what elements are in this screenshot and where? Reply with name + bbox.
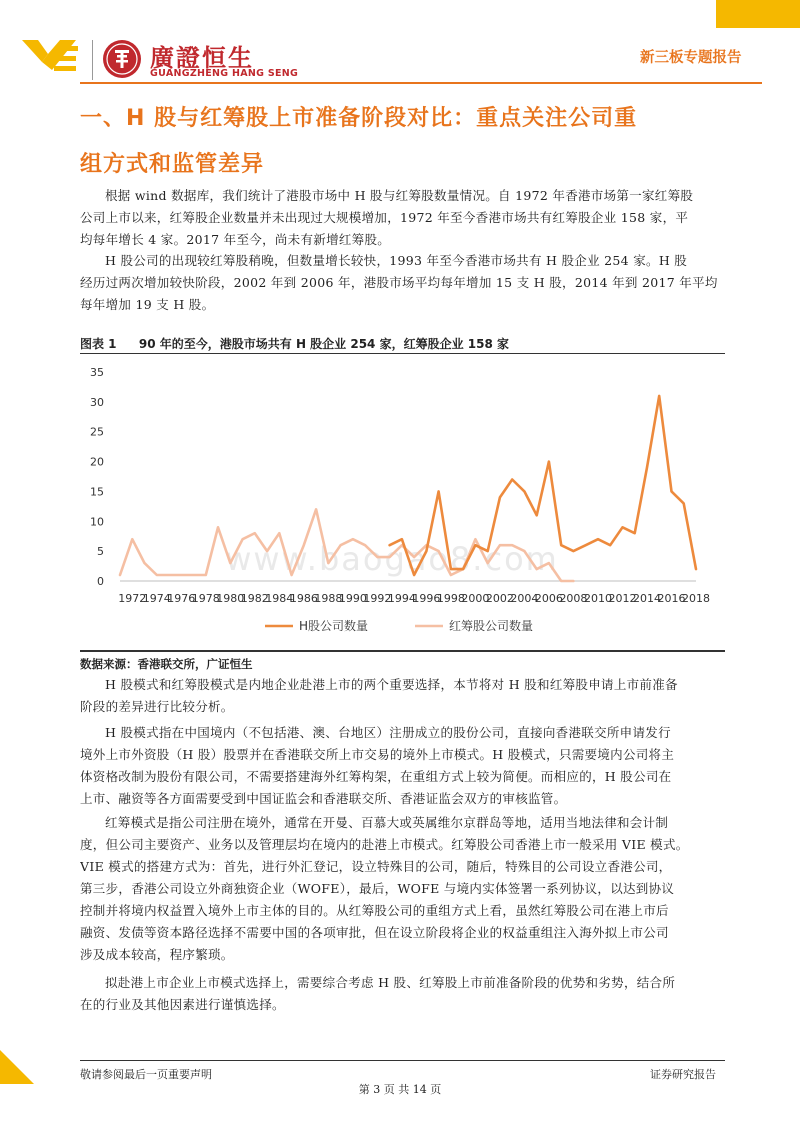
company-seal-icon	[102, 39, 142, 79]
y-tick-label: 35	[90, 366, 104, 379]
x-tick-label: 1988	[314, 592, 343, 605]
paragraph-line: 均每年增长 4 家。2017 年至今，尚未有新增红筹股。	[80, 232, 391, 247]
section-title-line-2: 组方式和监管差异	[80, 152, 265, 177]
x-tick-label: 1998	[436, 592, 465, 605]
chart-legend	[265, 618, 533, 633]
footer-left: 敬请参阅最后一页重要声明	[80, 1068, 212, 1081]
paragraph-line: 体资格改制为股份有限公司，不需要搭建海外红筹构架，在重组方式上较为简便。而相应的，H 股公司在	[80, 769, 672, 784]
y-tick-label: 10	[90, 515, 104, 529]
figure-caption	[80, 335, 509, 352]
x-tick-label: 1996	[412, 592, 441, 605]
corner-ribbon	[716, 0, 800, 28]
paragraph-line: 阶段的差异进行比较分析。	[80, 699, 234, 714]
chart-series	[120, 396, 696, 581]
paragraph-4	[80, 722, 725, 810]
x-tick-label: 2016	[657, 592, 686, 605]
y-tick-label: 30	[90, 395, 104, 409]
footer-corner-triangle	[0, 1050, 34, 1084]
paragraph-line: 拟赴港上市企业上市模式选择上，需要综合考虑 H 股、红筹股上市前准备阶段的优势和劣势，结合所	[105, 975, 676, 990]
x-tick-label: 2010	[583, 592, 612, 605]
paragraph-line: VIE 模式的搭建方式为：首先，进行外汇登记，设立特殊目的公司，随后，特殊目的公司设立香港公司，	[80, 859, 672, 874]
x-tick-label: 1992	[363, 592, 392, 605]
x-tick-label: 1972	[118, 592, 147, 605]
x-tick-label: 2012	[608, 592, 637, 605]
paragraph-6	[80, 972, 725, 1016]
x-tick-label: 2018	[682, 592, 710, 605]
legend-label: 红筹股公司数量	[449, 619, 534, 633]
source-rule	[80, 650, 725, 652]
paragraph-line: 在的行业及其他因素进行谨慎选择。	[80, 997, 285, 1012]
paragraph-line: 境外上市外资股（H 股）股票并在香港联交所上市交易的境外上市模式。H 股模式，只需要境内公司将主	[80, 747, 675, 762]
figure-caption-text: 90 年的至今，港股市场共有 H 股企业 254 家，红筹股企业 158 家	[138, 337, 509, 351]
paragraph-line: 度，但公司主要资产、业务以及管理层均在境内的赴港上市模式。红筹股公司香港上市一般采用 VIE 模式。	[80, 837, 689, 852]
paragraph-line: 控制并将境内权益置入境外上市主体的目的。从红筹股公司的重组方式上看，虽然红筹股公司在港上市后	[80, 903, 669, 918]
paragraph-line: H 股公司的出现较红筹股稍晚，但数量增长较快，1993 年至今香港市场共有 H 股企业 254 家。H 股	[105, 253, 688, 268]
y-tick-label: 15	[90, 485, 104, 499]
y-tick-label: 20	[90, 455, 104, 469]
x-tick-label: 2002	[485, 592, 514, 605]
brand-mark-icon	[22, 38, 82, 78]
paragraph-line: 涉及成本较高，程序繁琐。	[80, 947, 234, 962]
x-tick-label: 2014	[632, 592, 661, 605]
paragraph-line: 融资、发债等资本路径选择不需要中国的各项审批，但在设立阶段将企业的权益重组注入海外拟上市公司	[80, 925, 669, 940]
x-tick-label: 1974	[142, 592, 171, 605]
legend-label: H股公司数量	[299, 619, 369, 633]
x-tick-label: 1980	[216, 592, 245, 605]
x-tick-label: 2006	[534, 592, 563, 605]
x-tick-label: 1984	[265, 592, 294, 605]
x-tick-label: 1978	[191, 592, 220, 605]
x-tick-label: 2004	[510, 592, 539, 605]
paragraph-line: 每年增加 19 支 H 股。	[80, 297, 215, 312]
paragraph-line: 上市、融资等各方面需要受到中国证监会和香港联交所、香港证监会双方的审核监管。	[80, 791, 567, 806]
caption-rule	[80, 353, 725, 354]
paragraph-3	[80, 674, 725, 718]
figure-source: 数据来源：香港联交所，广证恒生	[80, 657, 253, 671]
logo-divider	[92, 40, 93, 80]
page-number: 第 3 页 共 14 页	[358, 1083, 442, 1096]
report-type-label: 新三板专题报告	[640, 50, 742, 66]
y-tick-label: 5	[97, 545, 104, 559]
paragraph-1	[80, 185, 725, 251]
watermark: www.baogao8.com	[225, 540, 559, 578]
paragraph-5	[80, 812, 725, 966]
paragraph-line: 红筹模式是指公司注册在境外，通常在开曼、百慕大或英属维尔京群岛等地，适用当地法律和会计制	[105, 815, 669, 830]
x-tick-label: 1976	[167, 592, 196, 605]
header-rule	[80, 82, 762, 84]
y-tick-label: 0	[97, 575, 104, 588]
x-tick-label: 1986	[289, 592, 318, 605]
paragraph-line: 公司上市以来，红筹股企业数量并未出现过大规模增加，1972 年至今香港市场共有红筹股企业 158 家，平	[80, 210, 689, 225]
y-tick-label: 25	[90, 425, 104, 439]
paragraph-line: H 股模式指在中国境内（不包括港、澳、台地区）注册成立的股份公司，直接向香港联交所申请发行	[105, 725, 671, 740]
figure-label: 图表 1	[80, 337, 117, 351]
paragraph-line: H 股模式和红筹股模式是内地企业赴港上市的两个重要选择，本节将对 H 股和红筹股申请上市前准备	[105, 677, 678, 692]
paragraph-line: 第三步，香港公司设立外商独资企业（WOFE），最后，WOFE 与境内实体签署一系列协议，以达到协议	[80, 881, 675, 896]
logo-text-cn: 廣證恒生	[150, 44, 254, 72]
paragraph-line: 经历过两次增加较快阶段，2002 年到 2006 年，港股市场平均每年增加 15 支 H 股，2014 年到 2017 年平均	[80, 275, 718, 290]
x-tick-label: 2000	[461, 592, 490, 605]
line-chart	[80, 358, 730, 648]
logo-text-en: GUANGZHENG HANG SENG	[150, 68, 299, 79]
paragraph-2	[80, 250, 725, 316]
x-tick-label: 1994	[387, 592, 416, 605]
x-tick-label: 1990	[338, 592, 367, 605]
footer-right: 证券研究报告	[650, 1068, 716, 1081]
x-tick-label: 2008	[559, 592, 588, 605]
paragraph-line: 根据 wind 数据库，我们统计了港股市场中 H 股与红筹股数量情况。自 1972 年香港市场第一家红筹股	[105, 188, 694, 203]
section-title	[80, 96, 740, 188]
x-tick-label: 1982	[240, 592, 269, 605]
footer-rule	[80, 1060, 725, 1061]
section-title-line-1: 一、H 股与红筹股上市准备阶段对比：重点关注公司重	[80, 106, 638, 131]
